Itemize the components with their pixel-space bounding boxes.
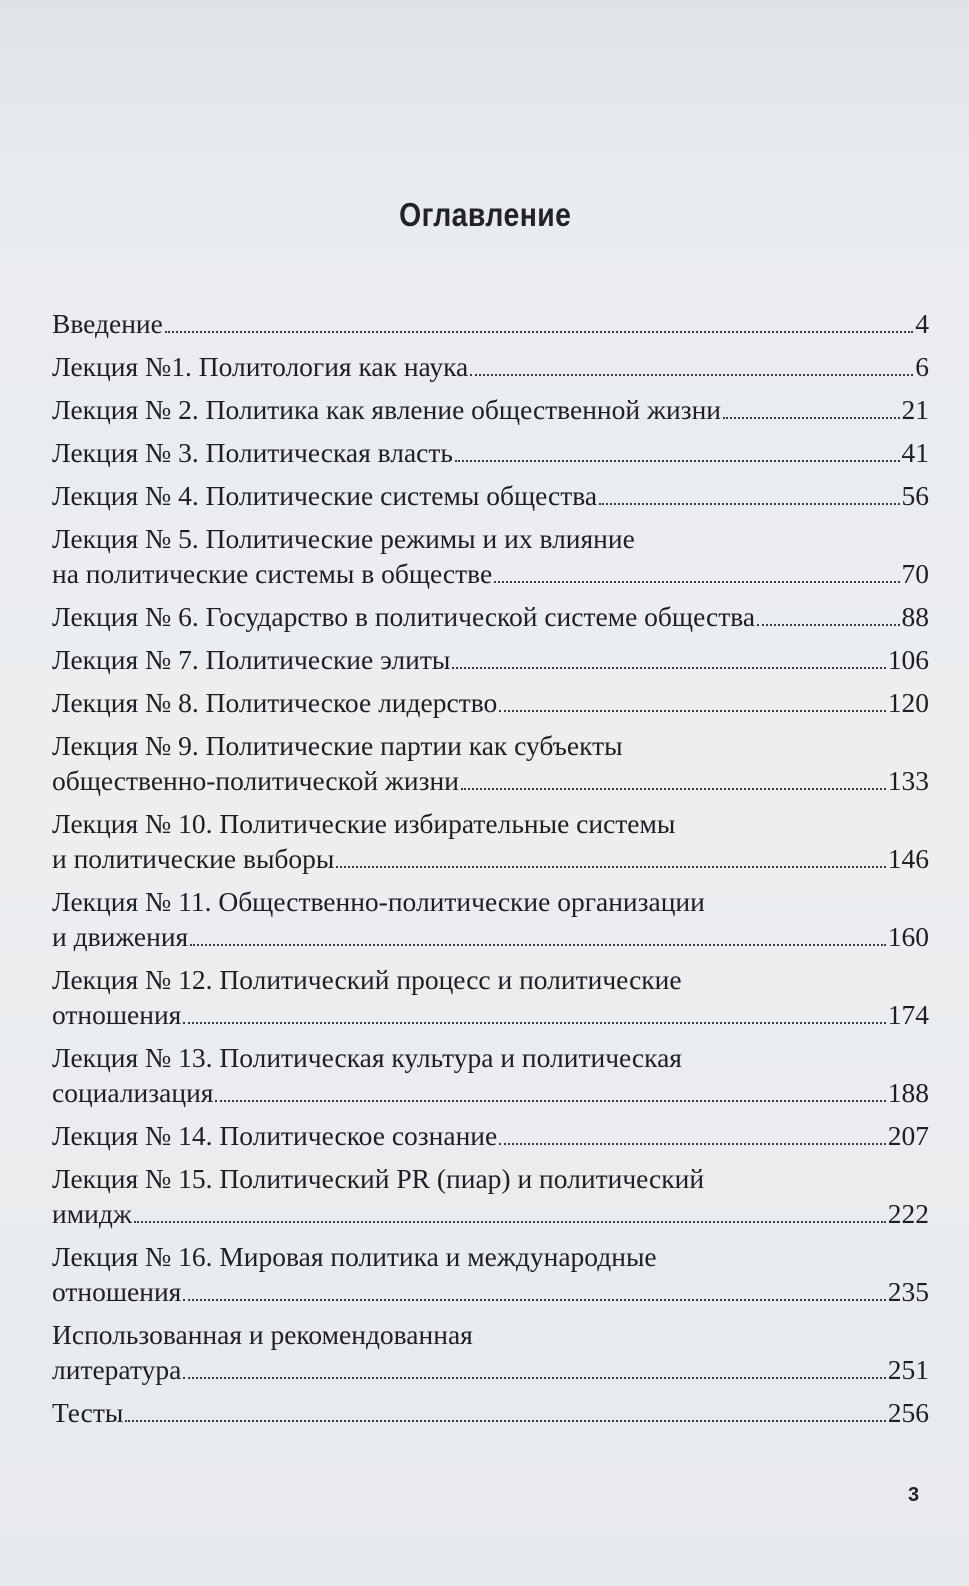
toc-entry — [52, 521, 929, 591]
toc-entry — [52, 599, 929, 634]
toc-entry-row — [52, 1274, 929, 1309]
toc-entry — [52, 1040, 929, 1110]
toc-entry-title-line1: Лекция № 15. Политический PR (пиар) и политический — [52, 1163, 705, 1194]
toc-entry-page: 207 — [887, 1120, 929, 1151]
toc-entry-row — [52, 1118, 929, 1153]
toc-entry — [52, 349, 929, 384]
toc-entry-title: Тесты — [52, 1397, 124, 1428]
toc-entry-title: отношения — [52, 999, 182, 1030]
toc-entry-title: Лекция № 3. Политическая власть — [52, 437, 453, 468]
toc-entry-row — [52, 1075, 929, 1110]
toc-entry-title: отношения — [52, 1276, 182, 1307]
toc-entry-title: Лекция № 14. Политическое сознание — [52, 1120, 498, 1151]
toc-entry — [52, 962, 929, 1032]
toc-entry-row — [52, 1196, 929, 1231]
toc-entry-page: 133 — [887, 765, 929, 796]
toc-entry-title-line1: Лекция № 9. Политические партии как субъекты — [52, 730, 623, 761]
toc-entry — [52, 806, 929, 876]
toc-entry — [52, 884, 929, 954]
dot-leader — [215, 1082, 885, 1102]
toc-entry-row — [52, 556, 929, 591]
toc-entry-page: 106 — [887, 644, 929, 675]
toc-entry-title: социализация — [52, 1077, 214, 1108]
toc-entry-page: 160 — [887, 921, 929, 952]
toc-entry-page: 21 — [901, 394, 929, 425]
toc-entry-title: литература — [52, 1354, 182, 1385]
toc-entry — [52, 1395, 929, 1430]
toc-entry-page: 6 — [915, 351, 929, 382]
toc-entry-title: Лекция № 7. Политические элиты — [52, 644, 451, 675]
toc-entry-row — [52, 763, 929, 798]
toc-entry-row — [52, 306, 929, 341]
toc-entry-row — [52, 997, 929, 1032]
toc-entry-row — [52, 685, 929, 720]
toc-entry-title: общественно-политической жизни — [52, 765, 459, 796]
toc-entry-page: 235 — [887, 1276, 929, 1307]
toc-entry-row — [52, 1395, 929, 1430]
toc-entry-page: 251 — [887, 1354, 929, 1385]
dot-leader — [134, 1203, 886, 1223]
toc-entry-page: 56 — [901, 480, 929, 511]
toc-entry-page: 146 — [887, 843, 929, 874]
toc-entry-row — [52, 841, 929, 876]
toc-entry-row — [52, 478, 929, 513]
dot-leader — [499, 1125, 886, 1145]
toc-entry-title-line1: Лекция № 11. Общественно-политические организации — [52, 886, 705, 917]
toc-entry-page: 188 — [887, 1077, 929, 1108]
toc-entry — [52, 685, 929, 720]
dot-leader — [183, 1359, 885, 1379]
dot-leader — [455, 442, 900, 462]
toc-entry-row — [52, 435, 929, 470]
toc-entry — [52, 435, 929, 470]
page-number: 3 — [908, 1484, 920, 1506]
dot-leader — [461, 770, 886, 790]
toc-entry-title-line1: Лекция № 16. Мировая политика и международные — [52, 1241, 657, 1272]
toc-entry-page: 41 — [901, 437, 929, 468]
toc-entry-title-line1: Лекция № 10. Политические избирательные системы — [52, 808, 676, 839]
toc-entry-page: 256 — [887, 1397, 929, 1428]
toc-entry-title-line1: Лекция № 12. Политический процесс и политические — [52, 964, 682, 995]
toc-entry — [52, 306, 929, 341]
toc-entry-title: Лекция № 2. Политика как явление общественной жизни — [52, 394, 721, 425]
toc-entry-page: 174 — [887, 999, 929, 1030]
dot-leader — [183, 1004, 885, 1024]
toc-entry-title: Введение — [52, 308, 163, 339]
toc-entry-title: и движения — [52, 921, 189, 952]
toc-entry — [52, 1317, 929, 1387]
toc-entry-page: 88 — [901, 601, 929, 632]
toc-entry — [52, 478, 929, 513]
toc-entry-page: 222 — [887, 1198, 929, 1229]
toc-entry-page: 70 — [901, 558, 929, 589]
toc-entry-row — [52, 349, 929, 384]
toc-entry-title-line1: Лекция № 5. Политические режимы и их влияние — [52, 523, 635, 554]
toc-entry — [52, 392, 929, 427]
toc-entry-page: 4 — [915, 308, 929, 339]
dot-leader — [452, 649, 885, 669]
dot-leader — [470, 356, 913, 376]
toc-entry — [52, 642, 929, 677]
toc-entry-row — [52, 919, 929, 954]
toc-entry-row — [52, 599, 929, 634]
toc-entry-title: на политические системы в обществе — [52, 558, 493, 589]
table-of-contents — [52, 306, 929, 1438]
toc-entry-row — [52, 1352, 929, 1387]
toc-entry-title: Лекция № 6. Государство в политической системе общества — [52, 601, 756, 632]
toc-entry-row — [52, 392, 929, 427]
toc-entry-row — [52, 642, 929, 677]
toc-entry-title-line1: Использованная и рекомендованная — [52, 1319, 473, 1350]
toc-entry-page: 120 — [887, 687, 929, 718]
dot-leader — [494, 563, 899, 583]
dot-leader — [165, 313, 913, 333]
toc-entry-title-line1: Лекция № 13. Политическая культура и политическая — [52, 1042, 682, 1073]
dot-leader — [125, 1402, 885, 1422]
toc-entry-title: Лекция № 8. Политическое лидерство — [52, 687, 498, 718]
dot-leader — [336, 848, 885, 868]
dot-leader — [599, 485, 899, 505]
toc-entry-title: Лекция №1. Политология как наука — [52, 351, 469, 382]
toc-entry — [52, 1239, 929, 1309]
dot-leader — [723, 399, 900, 419]
toc-entry — [52, 728, 929, 798]
page-title: Оглавление — [399, 196, 572, 233]
toc-entry-title: и политические выборы — [52, 843, 335, 874]
toc-entry-title: Лекция № 4. Политические системы общества — [52, 480, 598, 511]
dot-leader — [183, 1281, 885, 1301]
toc-entry — [52, 1118, 929, 1153]
dot-leader — [190, 926, 886, 946]
toc-entry-title: имидж — [52, 1198, 132, 1229]
toc-entry — [52, 1161, 929, 1231]
dot-leader — [757, 606, 899, 626]
dot-leader — [499, 692, 886, 712]
